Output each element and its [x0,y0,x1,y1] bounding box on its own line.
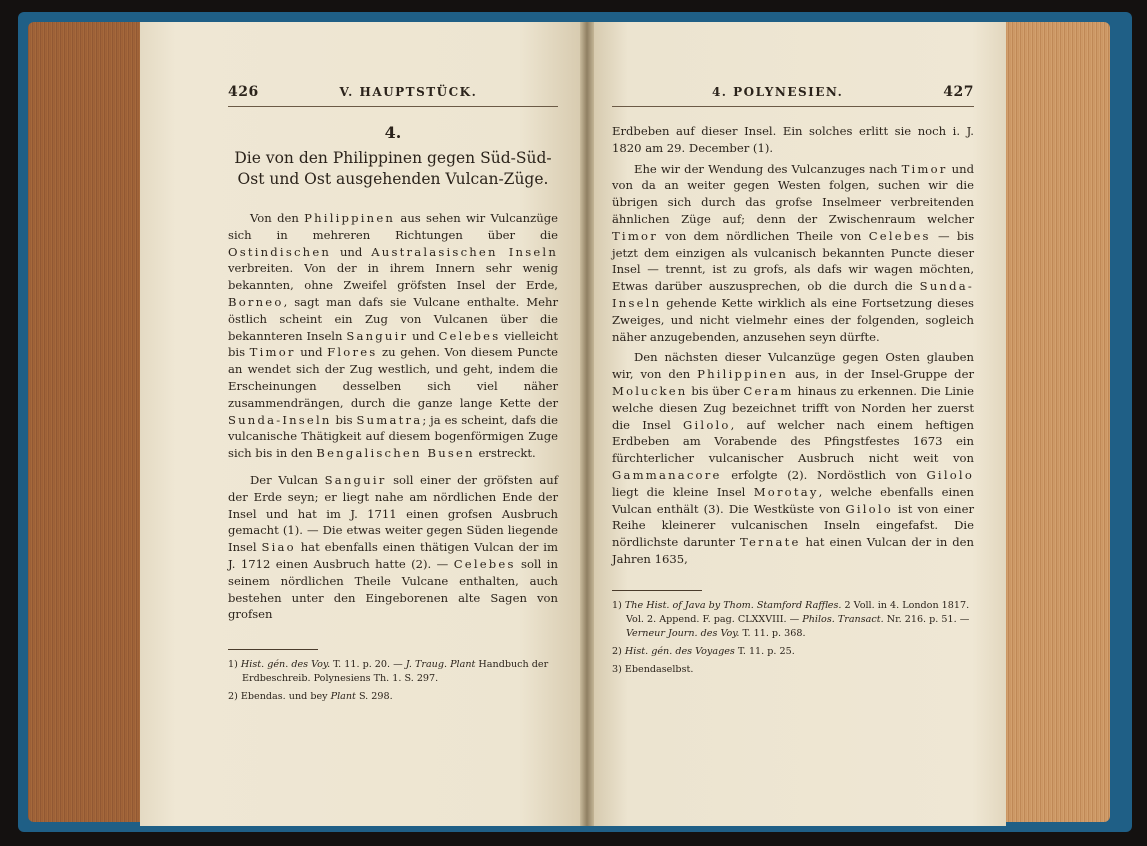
left-running-title: V. HAUPTSTÜCK. [339,85,478,99]
left-head-rule [228,106,558,107]
right-footnote-2: 2) Hist. gén. des Voyages T. 11. p. 25. [612,645,795,657]
right-paragraph-3: Den nächsten dieser Vulcanzüge gegen Osten glauben wir, von den Philippinen aus, in der Insel-Gruppe der Molucken bis über Ceram hinaus zu erkennen. Die Linie welche diesen Zug bezeichnet trifft von Norden her zuerst die Insel Gilolo, auf welcher nach einem heftigen Erdbeben am Vorabende des Pfingstfestes 1673 ein fürchterlicher vulcanischer Ausbruch nicht weit von Gammanacore erfolgte (2). Nordöstlich von Gilolo liegt die kleine Insel Morotay, welche ebenfalls einen Vulcan enthält (3). Die Westküste von Gilolo ist von einer Reihe kleinerer vulcanischen Inseln eingefafst. Die nördlichste darunter Ternate hat einen Vulcan der in den Jahren 1635, [612,350,974,566]
right-page [586,22,1006,826]
left-paragraph-1: Von den Philippinen aus sehen wir Vulcanzüge sich in mehreren Richtungen über die Ostindischen und Australasischen Inseln verbreiten. Von der in ihrem Innern sehr wenig bekannten, ohne Zweifel gröfsten Insel der Erde, Borneo, sagt man dafs sie Vulcane enthalte. Mehr östlich scheint ein Zug von Vulcanen über die bekannteren Inseln Sanguir und Celebes vielleicht bis Timor und Flores zu gehen. Von diesem Puncte an wendet sich der Zug westlich, und geht, indem die Erscheinungen desselben sich viel näher zusammendrängen, durch die ganze lange Kette der Sunda-Inseln bis Sumatra; ja es scheint, dafs die vulcanische Thätigkeit auf diesem bogenförmigen Zuge sich bis in den Bengalischen Busen erstreckt. [228,211,558,461]
right-footnote-rule [612,590,702,591]
right-page-number: 427 [943,84,974,100]
left-footnote-2: 2) Ebendas. und bey Plant S. 298. [228,691,393,703]
page-edges-right [1000,22,1110,822]
right-paragraph-2: Ehe wir der Wendung des Vulcanzuges nach Timor und von da an weiter gegen Westen folgen, suchen wir die übrigen sich durch das grofse Inselmeer verbreitenden ähnlichen Züge auf; denn der Zwischenraum welcher Timor von dem nördlichen Theile von Celebes — bis jetzt dem einzigen als vulcanisch bekannten Puncte dieser Insel — trennt, ist zu grofs, als dafs wir wagen möchten, Etwas darüber auszusprechen, ob die durch die Sunda-Inseln gehende Kette wirklich als eine Fortsetzung dieses Zweiges, und nicht vielmehr eines der folgenden, sogleich näher anzugebenden, anzusehen seyn dürfte. [612,161,975,344]
right-paragraph-1: Erdbeben auf dieser Insel. Ein solches erlitt sie noch i. J. 1820 am 29. December (1). [612,124,974,155]
right-footnote-3: 3) Ebendaselbst. [612,663,694,675]
right-running-head [612,84,974,106]
right-running-title: 4. POLYNESIEN. [711,85,844,99]
chapter-number: 4. [384,123,402,142]
left-footnote-rule [228,649,318,650]
left-page-number: 426 [228,84,259,100]
left-footnote-1: 1) Hist. gén. des Voy. T. 11. p. 20. — J. Traug. Plant Handbuch der Erdbeschreib. Polynesiens Th. 1. S. 297. [228,659,549,685]
left-text-block [228,84,558,708]
left-running-head [228,84,558,106]
right-footnote-1: 1) The Hist. of Java by Thom. Stamford Raffles. 2 Voll. in 4. London 1817. Vol. 2. Append. F. pag. CLXXVIII. — Philos. Transact. Nr. 216. p. 51. — Verneur Journ. des Voy. T. 11. p. 368. [612,599,970,639]
page-edges-left [28,22,148,822]
right-head-rule [612,106,974,107]
book-gutter [580,22,594,826]
left-page [140,22,586,826]
chapter-title: Die von den Philippinen gegen Süd-Süd-Ost und Ost ausgehenden Vulcan-Züge. [234,149,552,188]
right-text-block [612,84,974,681]
left-paragraph-2: Der Vulcan Sanguir soll einer der gröfsten auf der Erde seyn; er liegt nahe am nördlichen Ende der Insel und hat im J. 1711 einen grofsen Ausbruch gemacht (1). — Die etwas weiter gegen Süden liegende Insel Siao hat ebenfalls einen thätigen Vulcan der im J. 1712 einen Ausbruch hatte (2). — Celebes soll in seinem nördlichen Theile Vulcane enthalten, auch bestehen unter den Eingeborenen alte Sagen von grofsen [228,472,558,622]
